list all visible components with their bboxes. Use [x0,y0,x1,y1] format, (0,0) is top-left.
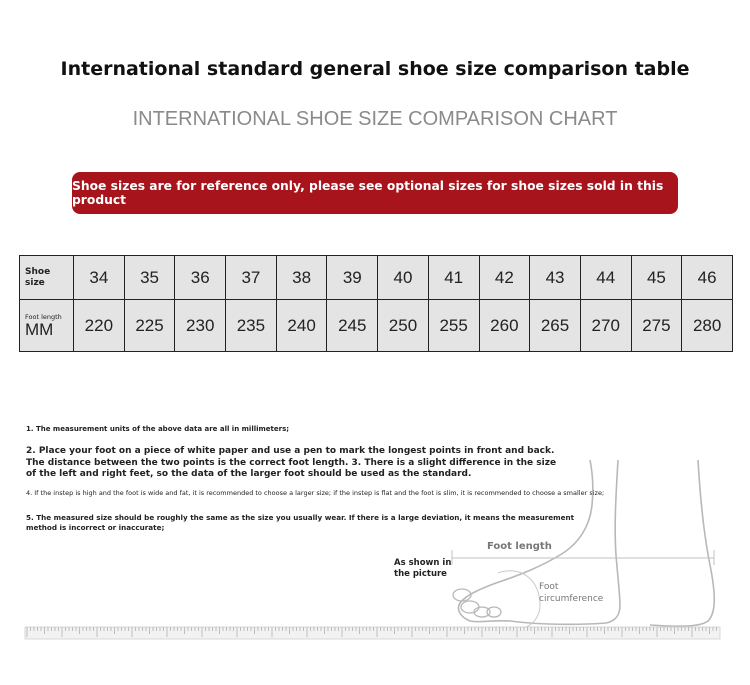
reference-banner: Shoe sizes are for reference only, please see optional sizes for shoe sizes sold in this product [72,172,678,214]
circumference-curve [498,571,540,627]
size-cell: 40 [378,256,429,300]
size-cell: 44 [580,256,631,300]
size-cell: 46 [682,256,733,300]
size-cell: 37 [226,256,277,300]
note-2: 2. Place your foot on a piece of white paper and use a pen to mark the longest points in front and back. The distance between the two points is the correct foot length. 3. There is a slight difference in the size of the left and right feet, so the data of the larger foot should be used as the standard. [26,446,557,479]
length-cell: 280 [682,300,733,352]
as-shown-label: As shown in the picture [394,558,452,579]
length-cell: 255 [428,300,479,352]
shoe-size-header-label: Shoe size [25,266,51,288]
page-subtitle: INTERNATIONAL SHOE SIZE COMPARISON CHART [132,108,618,130]
length-cell: 245 [327,300,378,352]
note-1: 1. The measurement units of the above data are all in millimeters; [26,425,290,433]
length-cell: 275 [631,300,682,352]
size-cell: 39 [327,256,378,300]
foot-length-header-label: Foot length [25,312,62,321]
size-cell: 41 [428,256,479,300]
toe-icon [461,601,479,613]
length-cell: 265 [530,300,581,352]
length-cell: 225 [124,300,175,352]
shoe-size-row [20,256,733,300]
toe-icon [487,607,501,617]
size-table [19,255,733,352]
foot-length-header [20,300,74,352]
size-cell: 35 [124,256,175,300]
size-cell: 45 [631,256,682,300]
foot-length-header-unit: MM [25,319,54,339]
foot-length-label: Foot length [487,541,552,552]
size-cell: 38 [276,256,327,300]
length-cell: 235 [226,300,277,352]
foot-length-row [20,300,733,352]
length-cell: 230 [175,300,226,352]
size-cell: 36 [175,256,226,300]
length-cell: 240 [276,300,327,352]
leg-back-line [650,460,714,626]
foot-circumference-label: Foot circumference [539,582,604,604]
note-4: 4. If the instep is high and the foot is wide and fat, it is recommended to choose a larger size; if the instep is flat and the foot is slim, it is recommended to choose a smaller size; [26,489,605,497]
ruler [25,627,720,639]
length-cell: 270 [580,300,631,352]
size-cell: 43 [530,256,581,300]
size-cell: 42 [479,256,530,300]
length-cell: 250 [378,300,429,352]
size-cell: 34 [74,256,125,300]
foot-measure-illustration [20,455,730,645]
note-5: 5. The measured size should be roughly the same as the size you usually wear. If there is a large deviation, it means the measurement method is incorrect or inaccurate; [26,513,575,532]
page-title: International standard general shoe size comparison table [60,58,690,80]
length-cell: 220 [74,300,125,352]
shoe-size-header [20,256,74,300]
length-cell: 260 [479,300,530,352]
